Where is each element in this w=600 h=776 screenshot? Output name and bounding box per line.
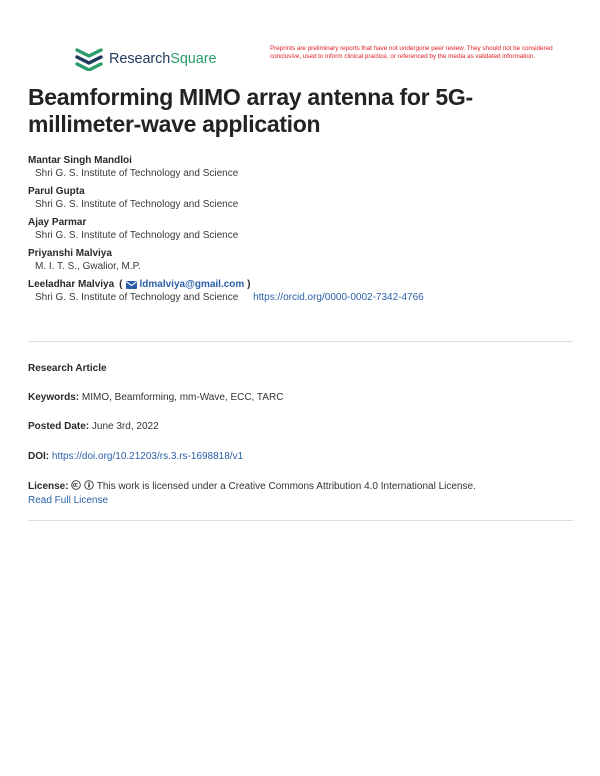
author-name: Ajay Parmar bbox=[28, 217, 87, 228]
preprint-notice: Preprints are preliminary reports that have not undergone peer review. They should not be considered conclusive, used to inform clinical practice, or referenced by the media as validated information. bbox=[270, 45, 553, 60]
keywords-value: MIMO, Beamforming, mm-Wave, ECC, TARC bbox=[81, 392, 284, 403]
author-list bbox=[28, 154, 578, 309]
divider bbox=[28, 341, 573, 342]
header bbox=[0, 40, 600, 80]
author-entry bbox=[28, 278, 578, 305]
license-text: This work is licensed under a Creative Commons Attribution 4.0 International License. bbox=[96, 481, 476, 492]
envelope-icon bbox=[126, 281, 137, 289]
research-square-logo[interactable] bbox=[74, 46, 216, 72]
author-affiliation: Shri G. S. Institute of Technology and Science bbox=[35, 168, 239, 179]
orcid-link[interactable]: https://orcid.org/0000-0002-7342-4766 bbox=[253, 292, 424, 303]
read-full-license-link[interactable]: Read Full License bbox=[28, 495, 109, 506]
logo-word-research: Research bbox=[109, 51, 171, 67]
logo-wordmark bbox=[109, 51, 216, 67]
posted-date-value: June 3rd, 2022 bbox=[91, 421, 159, 432]
email-link[interactable]: ldmalviya@gmail.com bbox=[139, 279, 245, 290]
divider bbox=[28, 520, 573, 521]
keywords-row bbox=[28, 391, 578, 405]
keywords-label: Keywords: bbox=[28, 392, 80, 403]
author-affiliation: Shri G. S. Institute of Technology and Science bbox=[35, 292, 239, 303]
author-name: Priyanshi Malviya bbox=[28, 248, 112, 259]
author-entry bbox=[28, 247, 578, 274]
doi-link[interactable]: https://doi.org/10.21203/rs.3.rs-1698818/v1 bbox=[51, 451, 244, 462]
creative-commons-icon bbox=[71, 480, 81, 490]
corresponding-author bbox=[28, 278, 578, 291]
email-open-paren: ( bbox=[119, 279, 123, 290]
doi-row bbox=[28, 450, 578, 464]
author-affiliation-row bbox=[28, 291, 578, 305]
paper-title: Beamforming MIMO array antenna for 5G-millimeter-wave application bbox=[28, 84, 473, 137]
posted-date-row bbox=[28, 420, 578, 434]
license-row bbox=[28, 480, 578, 508]
author-entry bbox=[28, 185, 578, 212]
author-entry bbox=[28, 154, 578, 181]
author-name: Mantar Singh Mandloi bbox=[28, 155, 132, 166]
author-entry bbox=[28, 216, 578, 243]
author-affiliation: Shri G. S. Institute of Technology and Science bbox=[35, 199, 239, 210]
article-type bbox=[28, 362, 578, 376]
posted-date-label: Posted Date: bbox=[28, 421, 90, 432]
attribution-icon bbox=[84, 480, 94, 490]
article-type-label: Research Article bbox=[28, 363, 107, 374]
research-square-logo-icon bbox=[74, 47, 104, 71]
author-name: Leeladhar Malviya bbox=[28, 279, 115, 290]
logo-word-square: Square bbox=[170, 51, 217, 67]
license-label: License: bbox=[28, 481, 69, 492]
author-name: Parul Gupta bbox=[28, 186, 85, 197]
email-close-paren: ) bbox=[244, 279, 251, 290]
author-email bbox=[119, 278, 250, 291]
author-affiliation: M. I. T. S., Gwalior, M.P. bbox=[35, 261, 141, 272]
author-affiliation: Shri G. S. Institute of Technology and Science bbox=[35, 230, 239, 241]
doi-label: DOI: bbox=[28, 451, 50, 462]
